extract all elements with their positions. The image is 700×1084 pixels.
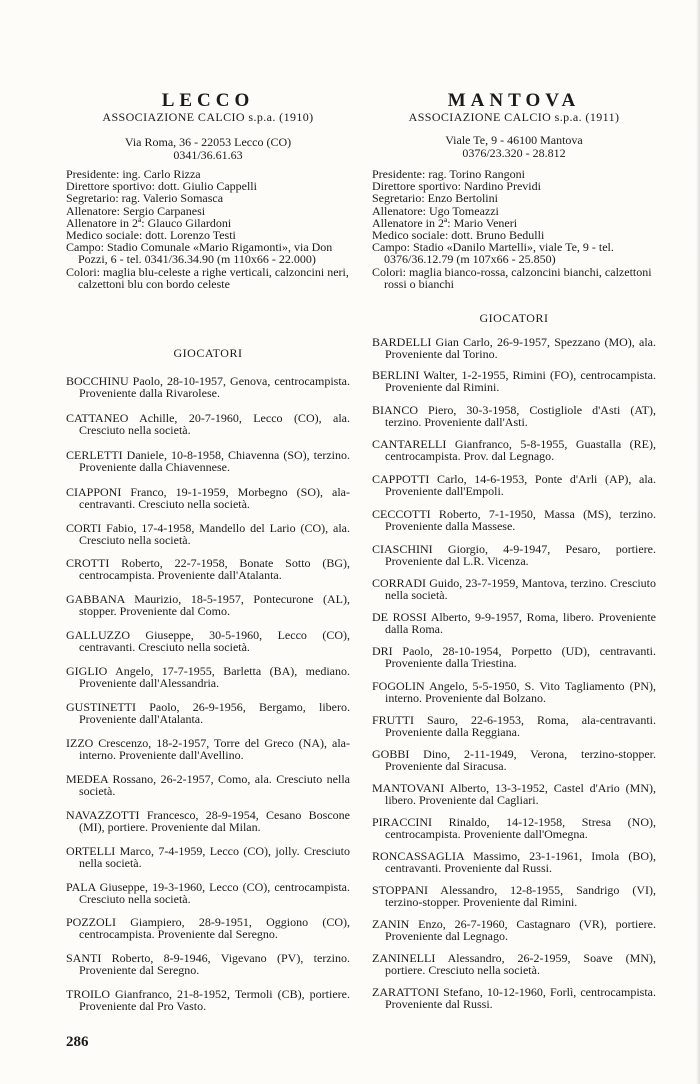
info-stadium: Campo: Stadio Comunale «Mario Rigamonti», via Don Pozzi, 6 - tel. 0341/36.34.90 (m 110x66 - 22.000) <box>66 240 333 267</box>
info-coach: Allenatore: Ugo Tomeazzi <box>372 203 499 218</box>
player-entry: DRI Paolo, 28-10-1954, Porpetto (UD), centravanti. Proveniente dalla Triestina. <box>372 644 656 671</box>
player-entry: TROILO Gianfranco, 21-8-1952, Termoli (CB), portiere. Proveniente dal Pro Vasto. <box>66 987 350 1014</box>
player-entry: BARDELLI Gian Carlo, 26-9-1957, Spezzano (MO), ala. Proveniente dal Torino. <box>372 335 656 362</box>
association-name: ASSOCIAZIONE CALCIO s.p.a. (1911) <box>408 110 620 124</box>
player-entry: ORTELLI Marco, 7-4-1959, Lecco (CO), jolly. Cresciuto nella società. <box>66 844 350 871</box>
player-entry: STOPPANI Alessandro, 12-8-1955, Sandrigo (VI), terzino-stopper. Proveniente dal Rimini. <box>372 883 656 910</box>
player-entry: BIANCO Piero, 30-3-1958, Costigliole d'Asti (AT), terzino. Proveniente dall'Asti. <box>372 403 656 430</box>
player-entry: IZZO Crescenzo, 18-2-1957, Torre del Greco (NA), ala-interno. Proveniente dall'Avellino. <box>66 736 350 763</box>
players-heading: GIOCATORI <box>479 311 549 325</box>
player-entry: NAVAZZOTTI Francesco, 28-9-1954, Cesano Boscone (MI), portiere. Proveniente dal Milan. <box>66 808 350 835</box>
info-president: Presidente: ing. Carlo Rizza <box>66 167 201 181</box>
info-doctor: Medico sociale: dott. Bruno Bedulli <box>372 228 545 243</box>
info-assistant-coach: Allenatore in 2ª: Mario Veneri <box>372 215 518 230</box>
player-entry: CORRADI Guido, 23-7-1959, Mantova, terzino. Cresciuto nella società. <box>372 576 656 603</box>
player-entry: DE ROSSI Alberto, 9-9-1957, Roma, libero. Proveniente dalla Roma. <box>372 610 656 637</box>
player-entry: SANTI Roberto, 8-9-1946, Vigevano (PV), terzino. Proveniente dal Seregno. <box>66 951 350 978</box>
info-sports-director: Direttore sportivo: Nardino Previdi <box>372 179 541 194</box>
player-entry: GIGLIO Angelo, 17-7-1955, Barletta (BA), mediano. Proveniente dall'Alessandria. <box>66 664 350 691</box>
info-assistant-coach: Allenatore in 2ª: Glauco Gilardoni <box>66 215 232 230</box>
info-secretary: Segretario: rag. Valerio Somasca <box>66 191 224 206</box>
info-doctor: Medico sociale: dott. Lorenzo Testi <box>66 228 236 243</box>
info-secretary: Segretario: Enzo Bertolini <box>372 191 498 206</box>
club-info <box>372 168 656 290</box>
player-entry: CAPPOTTI Carlo, 14-6-1953, Ponte d'Arli (AP), ala. Proveniente dall'Empoli. <box>372 472 656 499</box>
team-name: LECCO <box>161 90 255 111</box>
player-entry: CECCOTTI Roberto, 7-1-1950, Massa (MS), terzino. Proveniente dalla Massese. <box>372 507 656 534</box>
association-name: ASSOCIAZIONE CALCIO s.p.a. (1910) <box>102 110 314 124</box>
player-entry: POZZOLI Giampiero, 28-9-1951, Oggiono (CO), centrocampista. Proveniente dal Seregno. <box>66 915 350 942</box>
player-entry: PIRACCINI Rinaldo, 14-12-1958, Stresa (NO), centrocampista. Proveniente dall'Omegna. <box>372 815 656 842</box>
address: Viale Te, 9 - 46100 Mantova <box>445 133 583 147</box>
player-entry: RONCASSAGLIA Massimo, 23-1-1961, Imola (BO), centravanti. Proveniente dal Russi. <box>372 849 656 876</box>
player-entry: BERLINI Walter, 1-2-1955, Rimini (FO), centrocampista. Proveniente dal Rimini. <box>372 368 656 395</box>
player-entry: CATTANEO Achille, 20-7-1960, Lecco (CO), ala. Cresciuto nella società. <box>66 411 350 438</box>
info-president: Presidente: rag. Torino Rangoni <box>372 167 525 181</box>
club-info <box>66 168 350 290</box>
player-entry: FRUTTI Sauro, 22-6-1953, Roma, ala-centravanti. Proveniente dalla Reggiana. <box>372 713 656 740</box>
player-entry: ZANIN Enzo, 26-7-1960, Castagnaro (VR), portiere. Proveniente dal Legnago. <box>372 917 656 944</box>
address: Via Roma, 36 - 22053 Lecco (CO) <box>124 135 292 149</box>
info-colors: Colori: maglia bianco-rossa, calzoncini bianchi, calzettoni rossi o bianchi <box>372 264 652 291</box>
page-number: 286 <box>66 1034 89 1050</box>
player-entry: GOBBI Dino, 2-11-1949, Verona, terzino-stopper. Proveniente dal Siracusa. <box>372 747 656 774</box>
team-name: MANTOVA <box>447 90 581 111</box>
player-entry: MEDEA Rossano, 26-2-1957, Como, ala. Cresciuto nella società. <box>66 772 350 799</box>
info-coach: Allenatore: Sergio Carpanesi <box>66 203 206 218</box>
info-colors: Colori: maglia blu-celeste a righe verticali, calzoncini neri, calzettoni blu con bordo celeste <box>66 264 349 291</box>
player-entry: ZARATTONI Stefano, 10-12-1960, Forlì, centrocampista. Proveniente dal Russi. <box>372 985 656 1012</box>
phone: 0376/23.320 - 28.812 <box>462 146 566 160</box>
player-entry: GABBANA Maurizio, 18-5-1957, Pontecurone (AL), stopper. Proveniente dal Como. <box>66 592 350 619</box>
player-entry: FOGOLIN Angelo, 5-5-1950, S. Vito Tagliamento (PN), interno. Proveniente dal Bolzano. <box>372 679 656 706</box>
player-entry: CIAPPONI Franco, 19-1-1959, Morbegno (SO), ala-centravanti. Cresciuto nella società. <box>66 485 350 512</box>
player-entry: CROTTI Roberto, 22-7-1958, Bonate Sotto (BG), centrocampista. Proveniente dall'Atalanta. <box>66 556 350 583</box>
player-entry: MANTOVANI Alberto, 13-3-1952, Castel d'Ario (MN), libero. Proveniente dal Cagliari. <box>372 781 656 808</box>
player-entry: CANTARELLI Gianfranco, 5-8-1955, Guastalla (RE), centrocampista. Prov. dal Legnago. <box>372 437 656 464</box>
player-entry: BOCCHINU Paolo, 28-10-1957, Genova, centrocampista. Proveniente dalla Rivarolese. <box>66 374 350 401</box>
player-entry: ZANINELLI Alessandro, 26-2-1959, Soave (MN), portiere. Cresciuto nella società. <box>372 951 656 978</box>
players-heading: GIOCATORI <box>173 346 243 360</box>
info-stadium: Campo: Stadio «Danilo Martelli», viale Te, 9 - tel. 0376/36.12.79 (m 107x66 - 25.850) <box>372 240 614 267</box>
info-sports-director: Direttore sportivo: dott. Giulio Cappelli <box>66 179 257 194</box>
player-entry: GALLUZZO Giuseppe, 30-5-1960, Lecco (CO), centravanti. Cresciuto nella società. <box>66 628 350 655</box>
page-edge-shadow <box>696 0 700 1084</box>
phone: 0341/36.61.63 <box>173 148 243 162</box>
player-entry: CERLETTI Daniele, 10-8-1958, Chiavenna (SO), terzino. Proveniente dalla Chiavennese. <box>66 448 350 475</box>
player-entry: GUSTINETTI Paolo, 26-9-1956, Bergamo, libero. Proveniente dall'Atalanta. <box>66 700 350 727</box>
player-entry: CORTI Fabio, 17-4-1958, Mandello del Lario (CO), ala. Cresciuto nella società. <box>66 521 350 548</box>
player-entry: PALA Giuseppe, 19-3-1960, Lecco (CO), centrocampista. Cresciuto nella società. <box>66 880 350 907</box>
player-entry: CIASCHINI Giorgio, 4-9-1947, Pesaro, portiere. Proveniente dal L.R. Vicenza. <box>372 542 656 569</box>
